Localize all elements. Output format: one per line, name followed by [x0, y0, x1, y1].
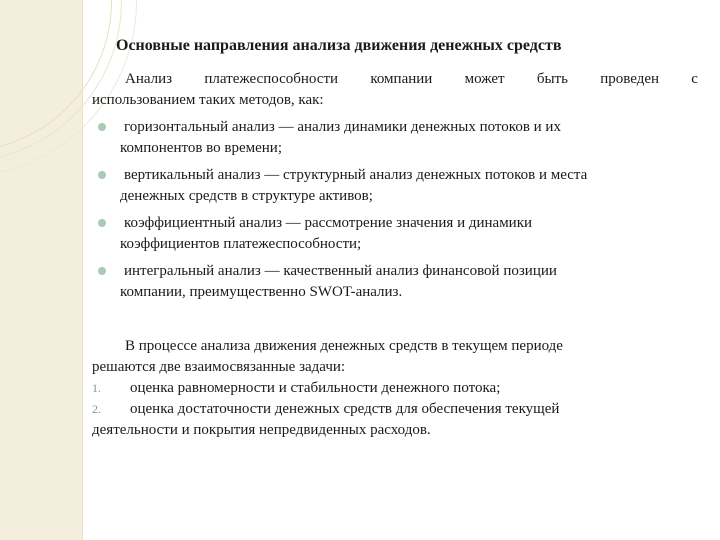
list-item-line: коэффициентный анализ — рассмотрение значения и динамики — [124, 215, 533, 231]
list-item-line: компании, преимущественно SWOT-анализ. — [120, 284, 403, 300]
intro-word: проведен — [600, 71, 660, 87]
paragraph-line: решаются две взаимосвязанные задачи: — [92, 359, 346, 375]
list-item — [98, 213, 708, 255]
bullet-dot-icon — [98, 123, 106, 131]
side-divider — [82, 0, 83, 540]
list-item — [98, 117, 708, 159]
intro-word: компании — [370, 71, 433, 87]
list-item-line: вертикальный анализ — структурный анализ денежных потоков и места — [124, 167, 588, 183]
list-item-text: оценка равномерности и стабильности денежного потока; — [130, 380, 501, 396]
page-title: Основные направления анализа движения денежных средств — [116, 37, 562, 54]
list-item — [98, 165, 708, 207]
intro-word: может — [464, 71, 505, 87]
bullet-dot-icon — [98, 171, 106, 179]
list-item-line: горизонтальный анализ — анализ динамики денежных потоков и их — [124, 119, 561, 135]
intro-word: быть — [536, 71, 568, 87]
list-item — [98, 261, 708, 303]
list-item-line: интегральный анализ — качественный анализ финансовой позиции — [124, 263, 557, 279]
list-number: 2. — [92, 402, 101, 416]
intro-line-2: использованием таких методов, как: — [92, 92, 324, 108]
intro-word: платежеспособности — [204, 71, 339, 87]
paragraph-line: В процессе анализа движения денежных средств в текущем периоде — [125, 338, 563, 354]
bullet-dot-icon — [98, 219, 106, 227]
list-item — [92, 399, 698, 441]
list-item-line: коэффициентов платежеспособности; — [120, 236, 362, 252]
decorative-side-panel — [0, 0, 82, 540]
list-item-line: компонентов во времени; — [120, 140, 283, 156]
tasks-paragraph — [92, 336, 698, 441]
list-item-text: оценка достаточности денежных средств для обеспечения текущей — [130, 401, 560, 417]
intro-line-1 — [92, 69, 698, 90]
tasks-list — [92, 378, 698, 441]
bullet-dot-icon — [98, 267, 106, 275]
intro-word: с — [691, 71, 698, 87]
list-item — [92, 378, 698, 399]
list-number: 1. — [92, 381, 101, 395]
list-item-line: денежных средств в структуре активов; — [120, 188, 373, 204]
intro-paragraph — [92, 69, 698, 111]
intro-word: Анализ — [125, 71, 173, 87]
methods-list — [98, 117, 708, 309]
list-item-continuation: деятельности и покрытия непредвиденных расходов. — [92, 422, 431, 438]
